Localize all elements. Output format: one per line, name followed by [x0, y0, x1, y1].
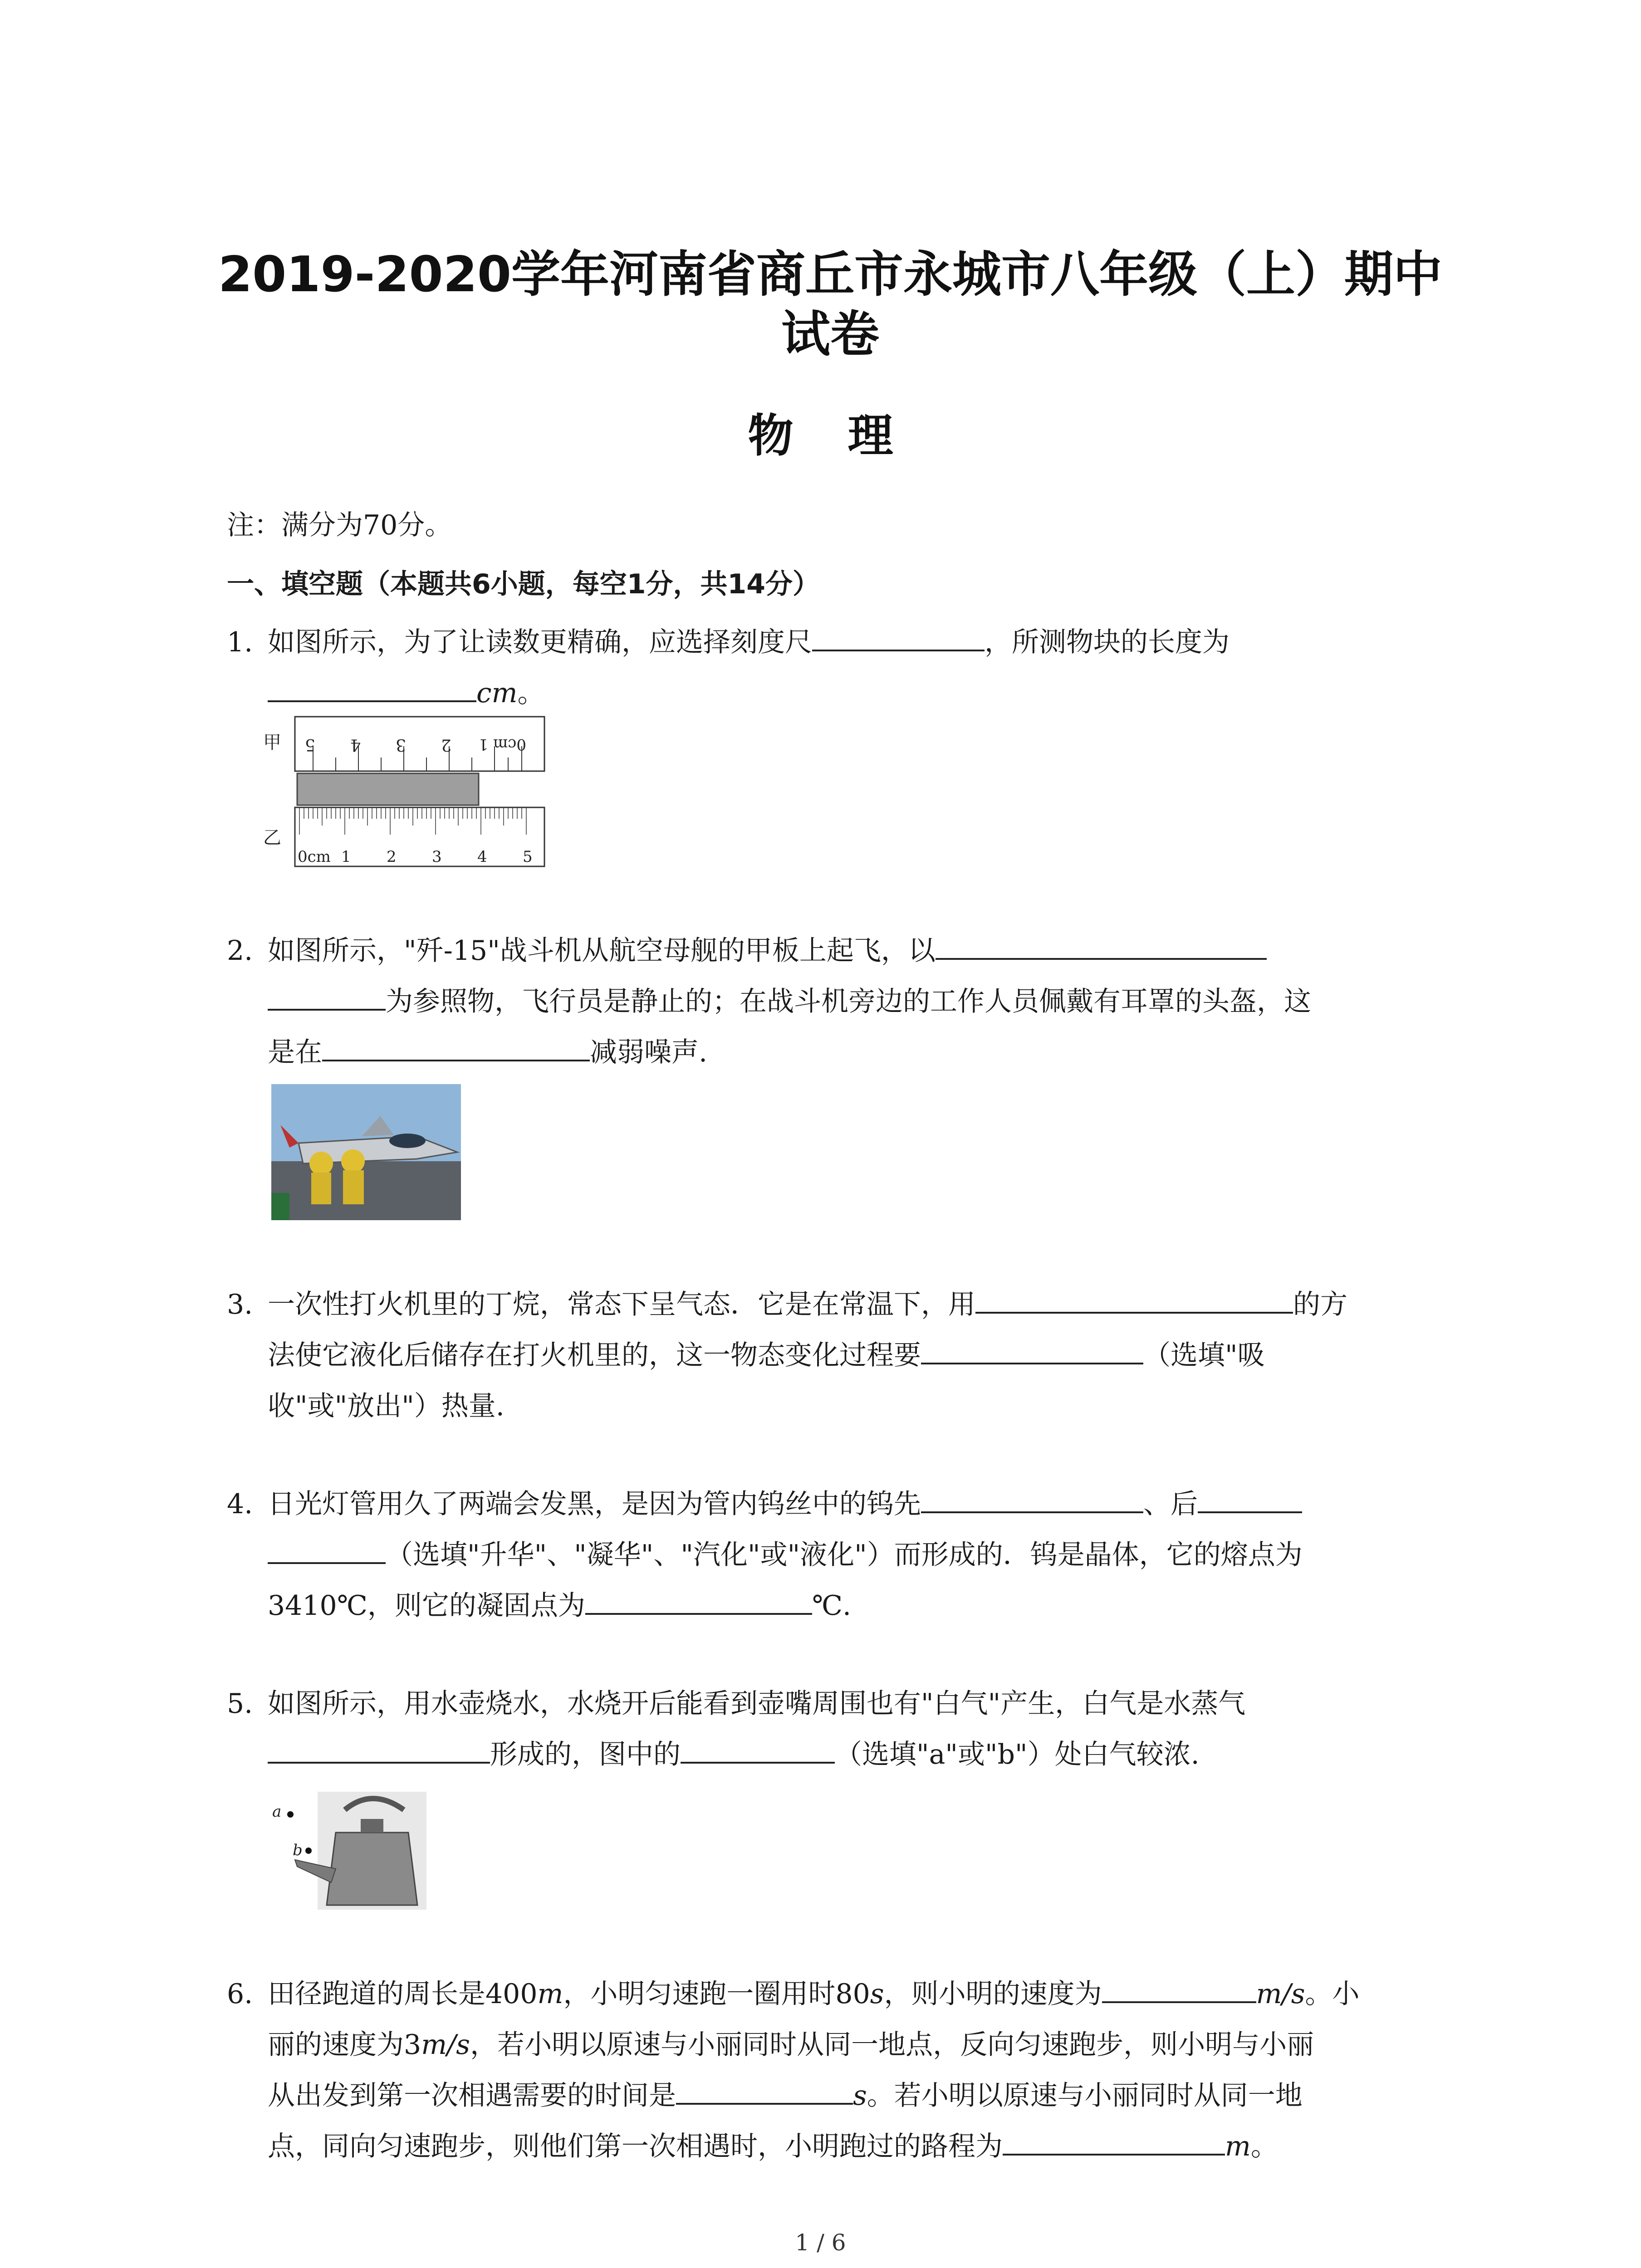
bottom-tick-label: 4	[477, 848, 487, 866]
bottom-tick-label: 5	[523, 848, 533, 866]
answer-blank[interactable]	[1003, 2123, 1225, 2156]
answer-blank[interactable]	[921, 1332, 1143, 1364]
section-heading: 一、填空题（本题共6小题，每空1分，共14分）	[227, 568, 820, 600]
question-text: 日光灯管用久了两端会发黑，是因为管内钨丝中的钨先	[268, 1488, 921, 1520]
top-tick-label: 4	[350, 735, 361, 754]
question-text: （选填"a"或"b"）处白气较浓.	[835, 1739, 1200, 1770]
top-tick-label: 3	[396, 735, 406, 754]
question-text: 一次性打火机里的丁烷，常态下呈气态．它是在常温下，用	[268, 1289, 975, 1320]
fighter-jet-photo	[271, 1084, 461, 1220]
unit-label: s	[870, 1978, 884, 2010]
question-text: （选填"吸	[1143, 1339, 1265, 1371]
question-3	[227, 1279, 1452, 1432]
question-text: ℃.	[812, 1590, 852, 1622]
top-tick-label: 2	[441, 735, 451, 754]
question-number: 2.	[227, 935, 253, 967]
question-number: 1.	[227, 626, 253, 658]
question-number: 6.	[227, 1978, 253, 2010]
answer-blank[interactable]	[975, 1281, 1293, 1314]
question-text: 如图所示，"歼-15"战斗机从航空母舰的甲板上起飞，以	[268, 935, 936, 967]
question-text: 如图所示，为了让读数更精确，应选择刻度尺	[268, 626, 812, 658]
unit-label: m	[537, 1978, 563, 2010]
score-note: 注：满分为70分。	[227, 509, 452, 541]
answer-blank[interactable]	[322, 1029, 590, 1061]
ruler-label-jia: 甲	[263, 732, 281, 753]
question-1	[227, 617, 1452, 719]
unit-label: m/s	[421, 2029, 470, 2061]
question-text: 点，同向匀速跑步，则他们第一次相遇时，小明跑过的路程为	[268, 2131, 1003, 2162]
question-4	[227, 1479, 1452, 1631]
question-text: 为参照物，飞行员是静止的；在战斗机旁边的工作人员佩戴有耳罩的头盔，这	[386, 986, 1311, 1017]
unit-label: m	[1225, 2131, 1251, 2162]
bottom-tick-label: 1	[341, 848, 351, 866]
unit-label: m/s	[1256, 1978, 1305, 2010]
answer-blank[interactable]	[812, 619, 985, 651]
answer-blank[interactable]	[921, 1481, 1143, 1513]
question-text: 3410℃，则它的凝固点为	[268, 1590, 585, 1622]
answer-blank[interactable]	[268, 670, 476, 702]
answer-blank[interactable]	[268, 1731, 490, 1764]
question-6	[227, 1969, 1452, 2172]
question-text: 。若小明以原速与小丽同时从同一地	[867, 2080, 1303, 2112]
question-text: 。小	[1305, 1978, 1360, 2010]
question-text: ，小明匀速跑一圈用时80	[563, 1978, 870, 2010]
ruler-diagram	[263, 712, 554, 875]
answer-blank[interactable]	[268, 978, 386, 1011]
ruler-label-yi: 乙	[263, 827, 281, 848]
question-text: 、后	[1143, 1488, 1198, 1520]
point-label-a: a	[272, 1803, 282, 1821]
top-tick-label: 5	[305, 735, 315, 754]
question-text: 从出发到第一次相遇需要的时间是	[268, 2080, 676, 2112]
top-tick-label: 0cm 1	[478, 735, 526, 753]
bottom-tick-label: 0cm	[298, 848, 331, 866]
question-text: 收"或"放出"）热量.	[268, 1390, 505, 1422]
question-text: 丽的速度为3	[268, 2029, 421, 2061]
answer-blank[interactable]	[681, 1731, 835, 1764]
subject-heading: 物理	[748, 409, 948, 462]
question-text: ，若小明以原速与小丽同时从同一地点，反向匀速跑步，则小明与小丽	[470, 2029, 1314, 2061]
question-text: 法使它液化后储存在打火机里的，这一物态变化过程要	[268, 1339, 921, 1371]
kettle-image	[268, 1792, 426, 1910]
question-text: 。	[1250, 2131, 1278, 2162]
ruler-figure	[263, 712, 554, 875]
page-number: 1 / 6	[795, 2229, 846, 2256]
question-text: 田径跑道的周长是400	[268, 1978, 538, 2010]
unit-label: s	[853, 2080, 867, 2112]
answer-blank[interactable]	[268, 1531, 386, 1564]
answer-blank[interactable]	[1198, 1481, 1302, 1513]
kettle-figure	[268, 1792, 426, 1910]
question-5	[227, 1678, 1452, 1780]
question-number: 3.	[227, 1289, 253, 1320]
question-number: 5.	[227, 1688, 253, 1720]
title-line-2: 试卷	[781, 306, 879, 363]
question-text: ，所测物块的长度为	[985, 626, 1230, 658]
unit-label: cm	[476, 677, 518, 709]
answer-blank[interactable]	[585, 1582, 812, 1615]
question-text: 如图所示，用水壶烧水，水烧开后能看到壶嘴周围也有"白气"产生，白气是水蒸气	[268, 1688, 1246, 1720]
title-line-1: 2019-2020学年河南省商丘市永城市八年级（上）期中	[218, 246, 1442, 303]
question-text: （选填"升华"、"凝华"、"汽化"或"液化"）而形成的．钨是晶体，它的熔点为	[386, 1539, 1303, 1571]
question-text: 减弱噪声.	[590, 1036, 708, 1068]
point-label-b: b	[293, 1841, 303, 1859]
answer-blank[interactable]	[1102, 1970, 1256, 2003]
question-text: 。	[517, 677, 545, 709]
jet-image	[271, 1084, 461, 1220]
answer-blank[interactable]	[936, 927, 1267, 960]
answer-blank[interactable]	[676, 2072, 853, 2105]
question-2	[227, 925, 1452, 1078]
bottom-tick-label: 3	[432, 848, 442, 866]
question-text: 是在	[268, 1036, 322, 1068]
bottom-tick-label: 2	[387, 848, 397, 866]
exam-title	[218, 245, 1443, 365]
question-text: 形成的，图中的	[490, 1739, 681, 1770]
question-text: 的方	[1293, 1289, 1347, 1320]
question-number: 4.	[227, 1488, 253, 1520]
question-text: ，则小明的速度为	[884, 1978, 1102, 2010]
